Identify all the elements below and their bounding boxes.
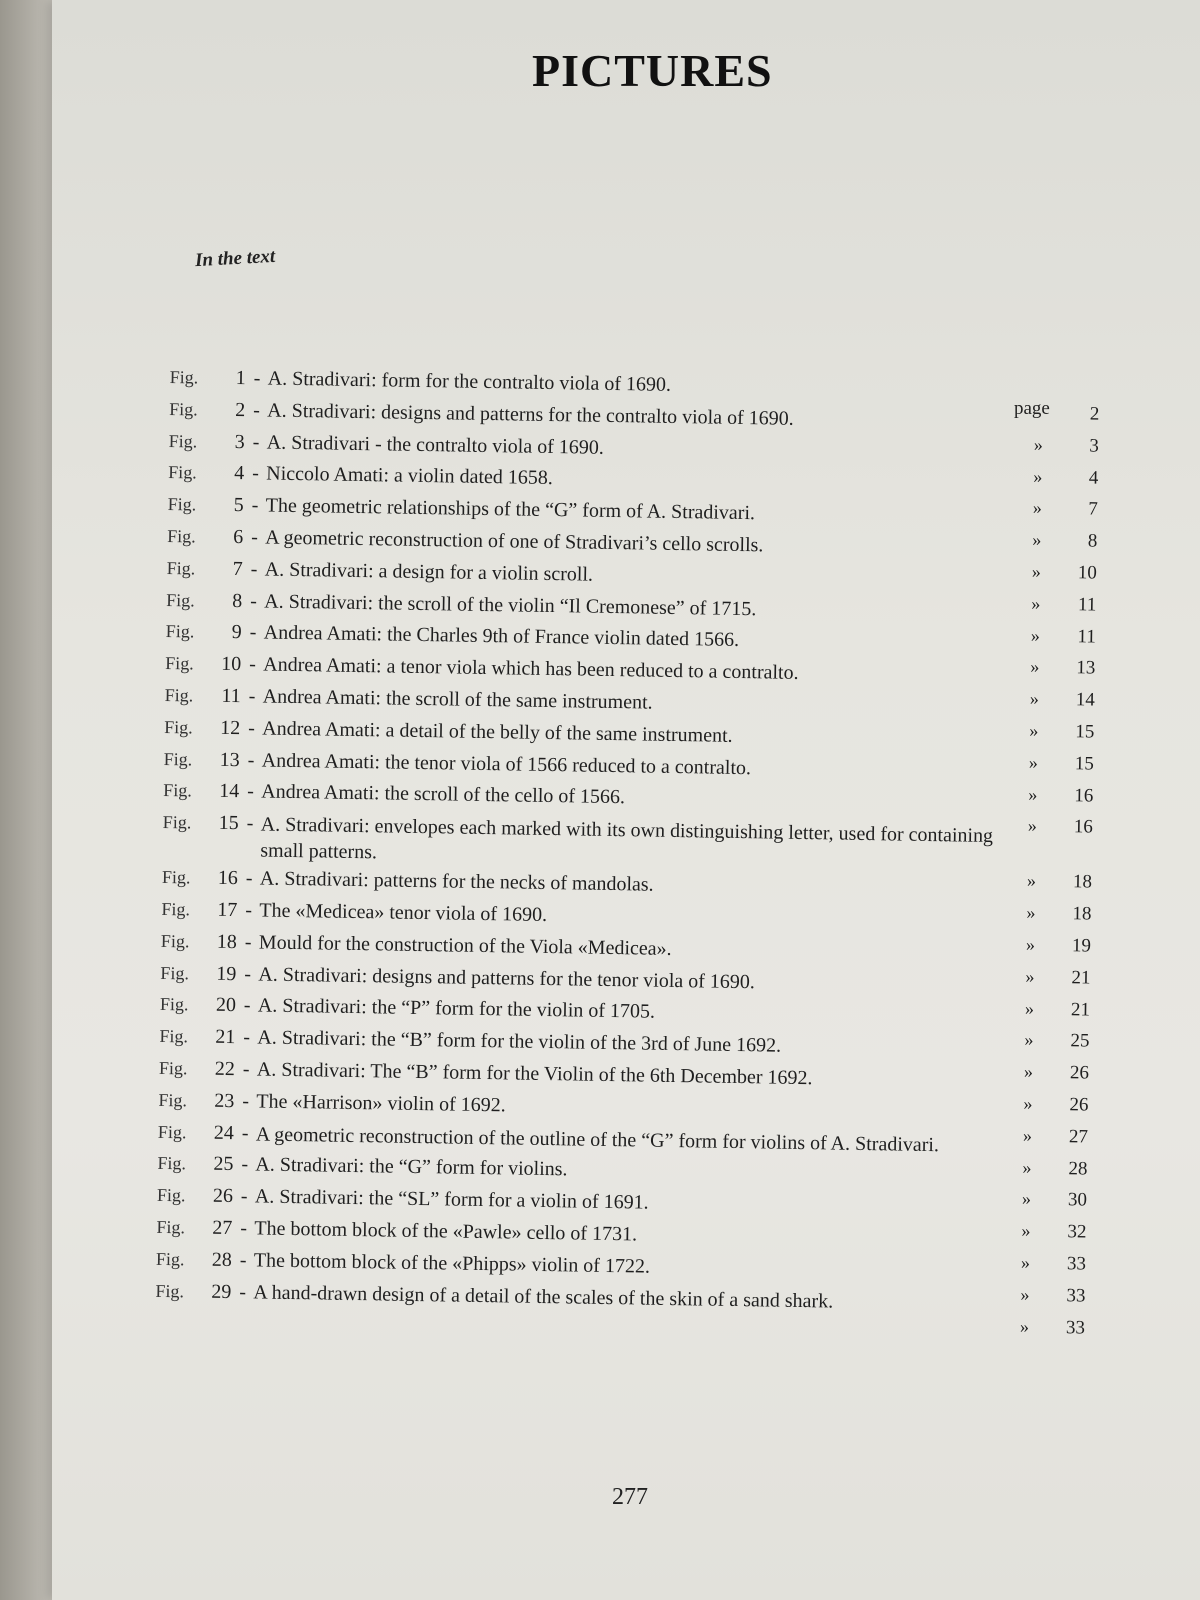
figure-dash: -	[247, 780, 255, 803]
figure-number: 7	[232, 557, 243, 580]
figure-number: 18	[216, 930, 238, 953]
figure-dash: -	[252, 462, 260, 485]
figure-number: 19	[216, 962, 237, 985]
figure-page-number: 25	[1070, 1030, 1090, 1052]
figure-number: 20	[215, 994, 237, 1017]
figure-dash: -	[250, 589, 258, 612]
figure-dash: -	[239, 1280, 247, 1303]
figure-dash: -	[245, 899, 253, 922]
figure-page-number: 16	[1074, 784, 1094, 807]
ditto-mark: »	[1019, 1315, 1030, 1337]
figure-label: Fig.	[155, 1280, 185, 1301]
ditto-mark: »	[1021, 1220, 1031, 1241]
figure-description: A. Stradivari: designs and patterns for the contralto viola of 1690.	[267, 399, 794, 430]
figure-list	[155, 362, 1130, 1339]
figure-page-number: 32	[1067, 1221, 1087, 1243]
figure-description: The bottom block of the «Pawle» cello of 1731.	[254, 1217, 638, 1246]
figure-number: 22	[214, 1057, 236, 1081]
footer-page-number: 277	[612, 1484, 648, 1510]
figure-label: Fig.	[160, 930, 190, 952]
ditto-mark: »	[1029, 688, 1039, 709]
figure-label: Fig.	[160, 962, 190, 983]
figure-page-number: 27	[1068, 1125, 1089, 1148]
figure-label: Fig.	[163, 748, 193, 769]
figure-page-number: 19	[1071, 935, 1092, 957]
figure-label: Fig.	[156, 1216, 186, 1238]
ditto-mark: »	[1032, 529, 1042, 550]
book-page	[52, 0, 1200, 1600]
figure-description: Mould for the construction of the Viola «Medicea».	[258, 931, 672, 960]
figure-label: Fig.	[155, 1248, 185, 1270]
figure-number: 16	[217, 866, 239, 890]
ditto-mark: »	[1032, 497, 1042, 519]
figure-description: The «Harrison» violin of 1692.	[256, 1090, 506, 1117]
figure-description: A. Stradivari: The “B” form for the Violin of the 6th December 1692.	[256, 1058, 813, 1090]
figure-dash: -	[240, 1185, 248, 1208]
figure-number: 21	[215, 1025, 236, 1049]
figure-page-number: 11	[1077, 625, 1096, 648]
figure-page-number: 26	[1069, 1062, 1090, 1084]
figure-label: Fig.	[166, 589, 195, 610]
figure-page-number: 26	[1069, 1094, 1089, 1116]
figure-dash: -	[250, 558, 258, 581]
ditto-mark: »	[1024, 998, 1035, 1019]
figure-description: Andrea Amati: a detail of the belly of the same instrument.	[262, 717, 733, 747]
figure-description: A. Stradivari: designs and patterns for the tenor viola of 1690.	[258, 963, 756, 993]
figure-number: 23	[214, 1089, 235, 1112]
figure-page-number: 18	[1072, 871, 1093, 893]
figure-page-number: 18	[1072, 903, 1092, 925]
figure-dash: -	[243, 1026, 251, 1049]
figure-page-number: 16	[1073, 816, 1093, 838]
figure-label: Fig.	[169, 398, 198, 420]
figure-number: 12	[220, 716, 241, 739]
figure-description: A. Stradivari: the “SL” form for a violin of 1691.	[254, 1185, 649, 1214]
figure-description: A. Stradivari - the contralto viola of 1690.	[266, 431, 605, 459]
ditto-mark: »	[1023, 1061, 1034, 1082]
figure-description: A. Stradivari: form for the contralto viola of 1690.	[267, 367, 672, 396]
figure-page-number: 21	[1070, 998, 1091, 1021]
figure-dash: -	[239, 1248, 247, 1272]
figure-dash: -	[244, 930, 252, 954]
figure-number: 5	[233, 494, 244, 517]
figure-dash: -	[249, 653, 257, 676]
figure-description: The bottom block of the «Phipps» violin of 1722.	[253, 1249, 651, 1278]
ditto-mark: »	[1027, 815, 1037, 837]
figure-dash: -	[240, 1217, 248, 1240]
figure-label: Fig.	[165, 621, 195, 642]
figure-label: Fig.	[167, 494, 197, 515]
ditto-mark: »	[1033, 466, 1043, 487]
figure-description: Andrea Amati: a tenor viola which has been reduced to a contralto.	[263, 653, 799, 685]
figure-number: 8	[232, 589, 243, 612]
figure-number: 14	[219, 780, 240, 803]
figure-dash: -	[243, 994, 251, 1017]
ditto-mark: »	[1026, 870, 1037, 892]
figure-page-number: 30	[1067, 1189, 1088, 1211]
figure-label: Fig.	[168, 462, 197, 483]
figure-number: 15	[218, 811, 239, 835]
figure-label: Fig.	[163, 780, 192, 801]
ditto-mark: »	[1028, 752, 1038, 773]
ditto-mark: »	[1025, 966, 1035, 987]
ditto-mark: »	[1031, 561, 1041, 582]
section-heading: In the text	[194, 245, 276, 272]
figure-number: 27	[212, 1216, 233, 1240]
figure-description: The geometric relationships of the “G” form of A. Stradivari.	[265, 494, 756, 525]
figure-label: Fig.	[165, 653, 194, 674]
figure-label: Fig.	[157, 1153, 187, 1174]
figure-label: Fig.	[159, 1026, 189, 1047]
ditto-mark: »	[1031, 593, 1041, 614]
figure-label: Fig.	[158, 1089, 188, 1111]
figure-description: A geometric reconstruction of the outline of the “G” form for violins of A. Stradivari.	[255, 1122, 940, 1156]
figure-number: 9	[231, 621, 242, 644]
figure-number: 3	[234, 430, 245, 453]
figure-label: Fig.	[158, 1057, 188, 1079]
ditto-mark: »	[1021, 1188, 1032, 1209]
ditto-mark: »	[1030, 656, 1040, 678]
ditto-mark: »	[1023, 1093, 1033, 1114]
figure-page-number: 10	[1077, 562, 1097, 584]
figure-page-number: 33	[1066, 1253, 1087, 1275]
figure-label: Fig.	[159, 994, 189, 1015]
figure-dash: -	[244, 962, 252, 985]
figure-number: 26	[212, 1184, 234, 1208]
figure-dash: -	[252, 430, 260, 454]
figure-number: 4	[234, 462, 245, 485]
ditto-mark: »	[1028, 784, 1038, 805]
figure-number: 1	[235, 367, 246, 390]
page-column-label: page	[1014, 398, 1050, 419]
figure-page-number: 7	[1088, 498, 1098, 520]
figure-label: Fig.	[167, 525, 196, 547]
figure-page-number: 21	[1071, 966, 1091, 989]
figure-description: Niccolo Amati: a violin dated 1658.	[266, 462, 554, 490]
figure-number: 11	[221, 684, 241, 708]
figure-description: Andrea Amati: the Charles 9th of France violin dated 1566.	[263, 621, 740, 652]
figure-dash: -	[253, 399, 261, 422]
figure-description: A geometric reconstruction of one of Stradivari’s cello scrolls.	[265, 526, 764, 557]
figure-number: 2	[235, 398, 246, 421]
figure-page-number: 33	[1065, 1316, 1086, 1339]
figure-dash: -	[247, 748, 255, 771]
figure-description: A. Stradivari: patterns for the necks of mandolas.	[259, 867, 654, 896]
figure-number: 10	[221, 653, 242, 676]
figure-description: A. Stradivari: the “P” form for the violin of 1705.	[257, 994, 656, 1024]
figure-page-number: 28	[1068, 1157, 1088, 1180]
ditto-mark: »	[1024, 1029, 1034, 1050]
figure-page-number: 4	[1088, 467, 1099, 489]
figure-description: A hand-drawn design of a detail of the scales of the skin of a sand shark.	[253, 1280, 834, 1313]
figure-page-number: 33	[1066, 1284, 1086, 1307]
figure-label: Fig.	[169, 366, 199, 388]
ditto-mark: »	[1029, 720, 1039, 741]
figure-page-number: 2	[1089, 403, 1100, 425]
figure-dash: -	[253, 367, 261, 390]
figure-page-number: 3	[1089, 435, 1099, 457]
figure-label: Fig.	[164, 716, 193, 738]
figure-dash: -	[251, 526, 259, 549]
figure-dash: -	[241, 1121, 249, 1144]
figure-dash: -	[245, 867, 253, 890]
figure-page-number: 14	[1075, 689, 1095, 711]
figure-description: Andrea Amati: the scroll of the cello of 1566.	[261, 780, 626, 809]
figure-description: A. Stradivari: the scroll of the violin “Il Cremonese” of 1715.	[264, 590, 757, 620]
ditto-mark: »	[1022, 1157, 1032, 1178]
figure-label: Fig.	[156, 1185, 186, 1206]
figure-description: Andrea Amati: the tenor viola of 1566 reduced to a contralto.	[261, 749, 752, 779]
ditto-mark: »	[1025, 934, 1036, 955]
figure-dash: -	[248, 717, 256, 740]
ditto-mark: »	[1030, 625, 1040, 646]
figure-description: A. Stradivari: a design for a violin scroll.	[264, 558, 594, 586]
figure-description: A. Stradivari: the “G” form for violins.	[255, 1153, 568, 1181]
figure-page-number: 15	[1074, 753, 1094, 775]
figure-label: Fig.	[161, 867, 191, 888]
figure-label: Fig.	[168, 430, 198, 452]
figure-page-number: 13	[1076, 657, 1096, 679]
figure-dash: -	[248, 685, 256, 708]
figure-dash: -	[242, 1058, 250, 1081]
figure-page-number: 8	[1087, 530, 1098, 552]
figure-label: Fig.	[164, 684, 194, 706]
figure-description: A. Stradivari: the “B” form for the violin of the 3rd of June 1692.	[257, 1026, 782, 1057]
ditto-mark: »	[1020, 1284, 1030, 1305]
figure-label: Fig.	[162, 812, 192, 833]
figure-description: A. Stradivari: envelopes each marked with its own distinguishing letter, used for containing small patterns.	[260, 813, 994, 864]
figure-label: Fig.	[157, 1121, 187, 1142]
figure-number: 17	[217, 898, 238, 922]
figure-dash: -	[246, 812, 254, 835]
ditto-mark: »	[1022, 1125, 1033, 1146]
ditto-mark: »	[1033, 434, 1043, 455]
figure-dash: -	[241, 1153, 249, 1176]
figure-number: 25	[213, 1153, 234, 1176]
figure-page-number: 11	[1077, 594, 1097, 616]
figure-number: 24	[213, 1121, 235, 1144]
ditto-mark: »	[1026, 902, 1036, 923]
ditto-mark: »	[1020, 1252, 1031, 1273]
figure-dash: -	[251, 494, 259, 517]
figure-label: Fig.	[166, 557, 196, 579]
figure-label: Fig.	[161, 898, 191, 920]
figure-number: 29	[211, 1280, 232, 1303]
figure-number: 6	[233, 526, 244, 549]
figure-number: 13	[219, 748, 240, 771]
figure-dash: -	[242, 1089, 250, 1113]
figure-page-number: 15	[1075, 721, 1095, 743]
page-title: PICTURES	[532, 45, 773, 96]
figure-number: 28	[211, 1248, 233, 1271]
figure-dash: -	[249, 621, 257, 644]
figure-description: The «Medicea» tenor viola of 1690.	[259, 899, 548, 926]
figure-description: Andrea Amati: the scroll of the same instrument.	[262, 685, 653, 714]
